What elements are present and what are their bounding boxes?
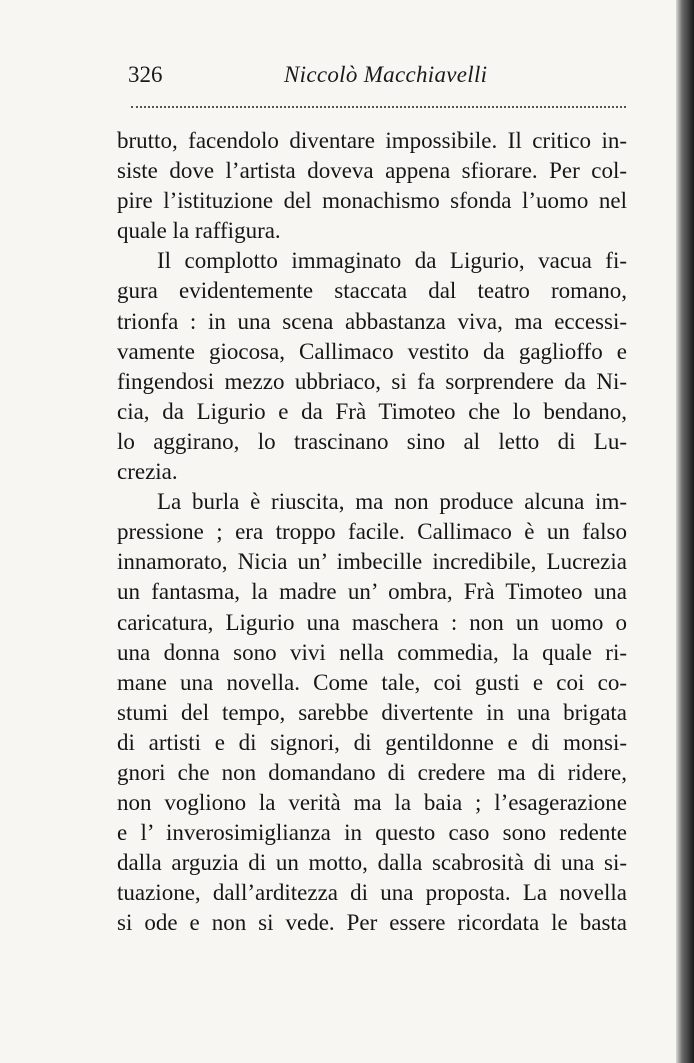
text-line: gnori che non domandano di credere ma di ridere, xyxy=(117,759,627,785)
text-line: trionfa : in una scena abbastanza viva, ma eccessi- xyxy=(117,308,627,334)
text-line: non vogliono la verità ma la baia ; l’esagerazione xyxy=(117,790,627,816)
text-line: si ode e non si vede. Per essere ricordata le basta xyxy=(117,910,627,936)
text-line: dalla arguzia di un motto, dalla scabrosità di una si- xyxy=(117,850,627,876)
header-rule xyxy=(131,106,626,108)
text-line: vamente giocosa, Callimaco vestito da gaglioffo e xyxy=(117,338,627,364)
text-line: cia, da Ligurio e da Frà Timoteo che lo bendano, xyxy=(117,398,627,424)
text-line: pire l’istituzione del monachismo sfonda l’uomo nel xyxy=(117,188,627,214)
text-line: lo aggirano, lo trascinano sino al letto di Lu- xyxy=(117,428,627,454)
body-text xyxy=(117,126,627,939)
text-line: fingendosi mezzo ubbriaco, si fa sorprendere da Ni- xyxy=(117,368,627,394)
running-header xyxy=(126,58,626,92)
text-line: una donna sono vivi nella commedia, la quale ri- xyxy=(117,639,627,665)
book-spine-edge xyxy=(676,0,694,1063)
text-line: crezia. xyxy=(117,459,178,485)
text-line: e l’ inverosimiglianza in questo caso sono redente xyxy=(117,820,627,846)
text-line: tuazione, dall’arditezza di una proposta. La novella xyxy=(117,880,627,906)
text-line: gura evidentemente staccata dal teatro romano, xyxy=(117,278,627,304)
text-line: Il complotto immaginato da Ligurio, vacua fi- xyxy=(157,248,627,274)
text-line: un fantasma, la madre un’ ombra, Frà Timoteo una xyxy=(117,579,627,605)
text-line: innamorato, Nicia un’ imbecille incredibile, Lucrezia xyxy=(117,549,627,575)
text-line: brutto, facendolo diventare impossibile. Il critico in- xyxy=(117,128,627,153)
text-line: mane una novella. Come tale, coi gusti e coi co- xyxy=(117,669,627,695)
text-line: stumi del tempo, sarebbe divertente in una brigata xyxy=(117,699,627,725)
text-line: caricatura, Ligurio una maschera : non un uomo o xyxy=(117,609,627,635)
text-line: pressione ; era troppo facile. Callimaco è un falso xyxy=(117,519,627,545)
text-line: La burla è riuscita, ma non produce alcuna im- xyxy=(157,489,627,515)
page-number: 326 xyxy=(128,62,163,87)
running-title: Niccolò Macchiavelli xyxy=(284,62,488,87)
text-line: quale la raffigura. xyxy=(117,218,281,244)
text-line: di artisti e di signori, di gentildonne e di monsi- xyxy=(117,729,627,755)
text-line: siste dove l’artista doveva appena sfiorare. Per col- xyxy=(117,158,627,184)
